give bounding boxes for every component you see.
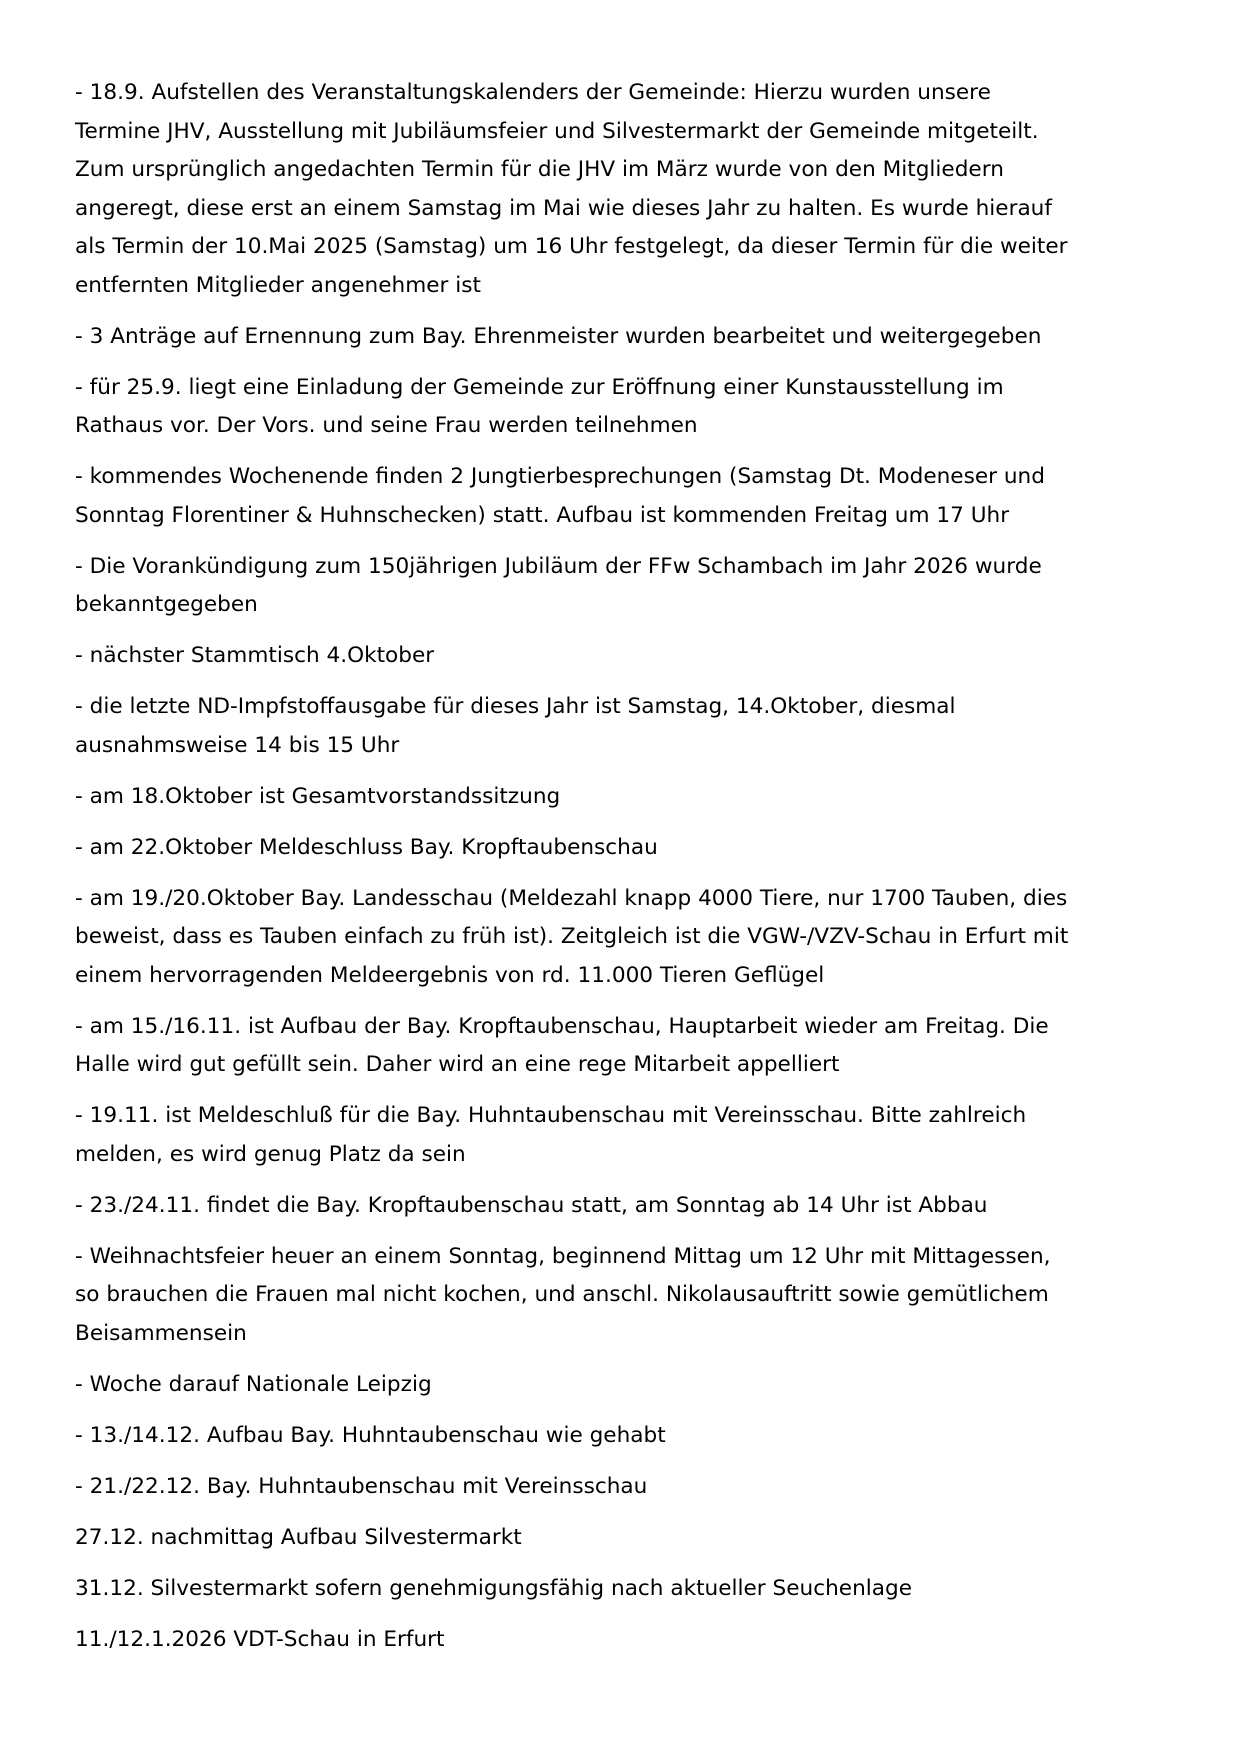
paragraph-silvestermarkt (75, 1570, 1175, 1609)
text-line: entfernten Mitglieder angenehmer ist (75, 272, 481, 298)
paragraph-aufbau-kropftauben (75, 1008, 1175, 1085)
text-line: - 21./22.12. Bay. Huhntaubenschau mit Vereinsschau (75, 1473, 648, 1499)
text-line: bekanntgegeben (75, 592, 258, 617)
paragraph-jubilaeum-ffw (75, 548, 1175, 625)
paragraph-weihnachtsfeier (75, 1238, 1175, 1354)
paragraph-vdt-schau (75, 1621, 1175, 1660)
text-line: - 3 Anträge auf Ernennung zum Bay. Ehrenmeister wurden bearbeitet und weitergegeben (75, 323, 1042, 349)
text-line: - nächster Stammtisch 4.Oktober (75, 643, 435, 668)
text-line: einem hervorragenden Meldeergebnis von rd. 11.000 Tieren Geflügel (75, 962, 825, 988)
paragraph-jungtierbesprechungen (75, 458, 1175, 535)
paragraph-calendar (75, 74, 1175, 305)
text-line: - Die Vorankündigung zum 150jährigen Jubiläum der FFw Schambach im Jahr 2026 wurde (75, 553, 1042, 579)
text-line: melden, es wird genug Platz da sein (75, 1141, 466, 1167)
text-line: als Termin der 10.Mai 2025 (Samstag) um 16 Uhr festgelegt, da dieser Termin für die weiter (75, 234, 1068, 259)
paragraph-stammtisch (75, 637, 1175, 676)
text-line: - 13./14.12. Aufbau Bay. Huhntaubenschau wie gehabt (75, 1422, 666, 1448)
text-line: angeregt, diese erst an einem Samstag im Mai wie dieses Jahr zu halten. Es wurde hierauf (75, 195, 1052, 221)
text-line: 11./12.1.2026 VDT-Schau in Erfurt (75, 1626, 445, 1652)
text-line: - 23./24.11. findet die Bay. Kropftaubenschau statt, am Sonntag ab 14 Uhr ist Abbau (75, 1192, 988, 1218)
text-line: so brauchen die Frauen mal nicht kochen, und anschl. Nikolausauftritt sowie gemütlichem (75, 1282, 1049, 1307)
text-line: Zum ursprünglich angedachten Termin für die JHV im März wurde von den Mitgliedern (75, 157, 1004, 182)
text-line: - 18.9. Aufstellen des Veranstaltungskalenders der Gemeinde: Hierzu wurden unsere (75, 80, 991, 105)
text-line: - 19.11. ist Meldeschluß für die Bay. Huhntaubenschau mit Vereinsschau. Bitte zahlreich (75, 1103, 1027, 1128)
text-line: - Weihnachtsfeier heuer an einem Sonntag, beginnend Mittag um 12 Uhr mit Mittagessen, (75, 1243, 1051, 1269)
text-line: - am 15./16.11. ist Aufbau der Bay. Kropftaubenschau, Hauptarbeit wieder am Freitag. Die (75, 1013, 1049, 1039)
text-line: beweist, dass es Tauben einfach zu früh ist). Zeitgleich ist die VGW-/VZV-Schau in Erfurt mit (75, 924, 1069, 949)
text-line: ausnahmsweise 14 bis 15 Uhr (75, 732, 400, 758)
paragraph-meldeschluss-kropftauben (75, 829, 1175, 868)
paragraph-kropftaubenschau (75, 1187, 1175, 1226)
text-line: - am 22.Oktober Meldeschluss Bay. Kropftaubenschau (75, 834, 658, 860)
text-line: - am 19./20.Oktober Bay. Landesschau (Meldezahl knapp 4000 Tiere, nur 1700 Tauben, dies (75, 885, 1068, 911)
text-line: 27.12. nachmittag Aufbau Silvestermarkt (75, 1524, 522, 1550)
text-line: Rathaus vor. Der Vors. und seine Frau werden teilnehmen (75, 413, 698, 438)
paragraph-aufbau-huhntauben (75, 1417, 1175, 1456)
paragraph-nationale-leipzig (75, 1366, 1175, 1405)
text-line: - für 25.9. liegt eine Einladung der Gemeinde zur Eröffnung einer Kunstausstellung im (75, 374, 1004, 400)
text-line: - die letzte ND-Impfstoffausgabe für dieses Jahr ist Samstag, 14.Oktober, diesmal (75, 694, 956, 719)
paragraph-impfstoffausgabe (75, 688, 1175, 765)
text-line: - kommendes Wochenende finden 2 Jungtierbesprechungen (Samstag Dt. Modeneser und (75, 464, 1045, 489)
text-line: Sonntag Florentiner & Huhnschecken) statt. Aufbau ist kommenden Freitag um 17 Uhr (75, 502, 1010, 528)
text-line: Termine JHV, Ausstellung mit Jubiläumsfeier und Silvestermarkt der Gemeinde mitgeteilt. (75, 118, 1039, 144)
text-line: - Woche darauf Nationale Leipzig (75, 1371, 432, 1397)
paragraph-aufbau-silvestermarkt (75, 1519, 1175, 1558)
text-line: - am 18.Oktober ist Gesamtvorstandssitzung (75, 783, 561, 809)
paragraph-huhntaubenschau (75, 1468, 1175, 1507)
paragraph-landesschau (75, 880, 1175, 996)
text-line: 31.12. Silvestermarkt sofern genehmigungsfähig nach aktueller Seuchenlage (75, 1575, 912, 1601)
paragraph-ehrenmeister (75, 318, 1175, 357)
text-line: Halle wird gut gefüllt sein. Daher wird an eine rege Mitarbeit appelliert (75, 1052, 840, 1077)
paragraph-kunstausstellung (75, 369, 1175, 446)
text-line: Beisammensein (75, 1320, 247, 1346)
paragraph-meldeschluss-huhntauben (75, 1097, 1175, 1174)
paragraph-gesamtvorstandssitzung (75, 778, 1175, 817)
document-page (75, 74, 1175, 1672)
